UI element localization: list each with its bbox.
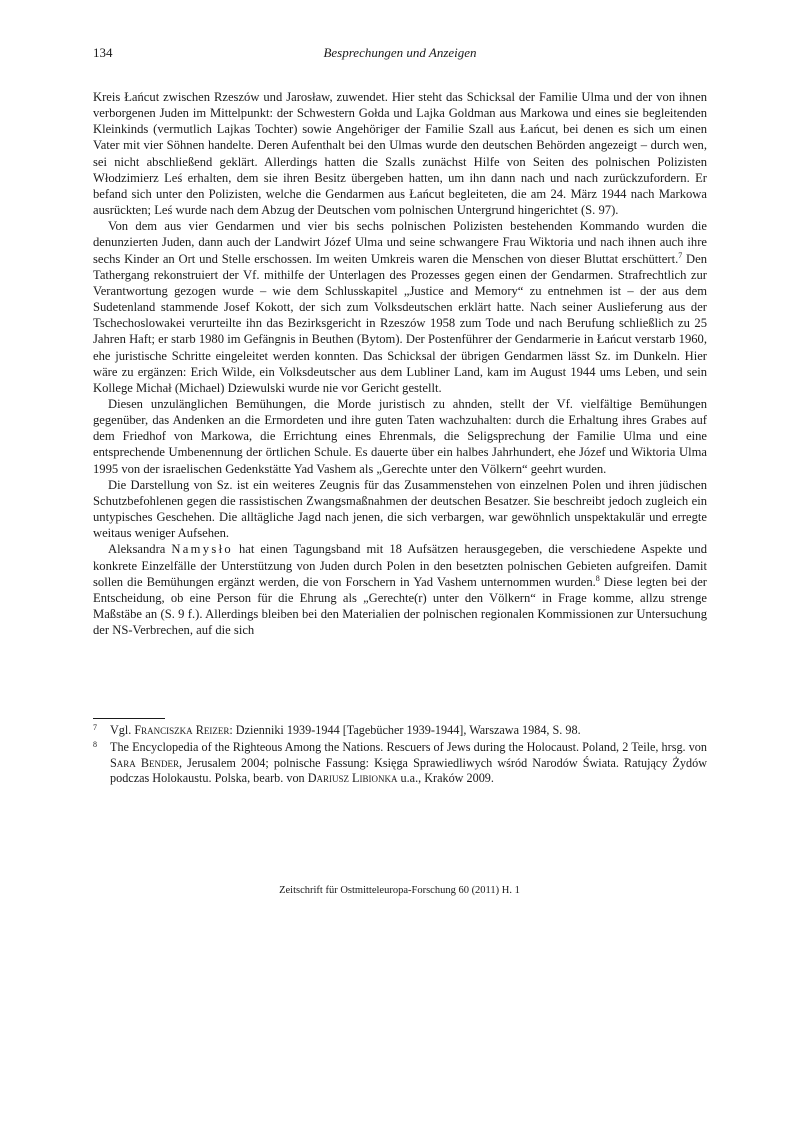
journal-footer: Zeitschrift für Ostmitteleuropa-Forschung 60 (2011) H. 1 xyxy=(279,885,520,896)
footnote xyxy=(93,740,707,786)
paragraph xyxy=(93,89,707,218)
footnote-text: The Encyclopedia of the Righteous Among the Nations. Rescuers of Jews during the Holocaust. Poland, 2 Teile, hrsg. von xyxy=(110,740,707,755)
paragraph xyxy=(93,541,707,638)
paragraph xyxy=(93,477,707,542)
paragraph-text: Von dem aus vier Gendarmen und vier bis sechs polnischen Polizisten bestehenden Kommando wurden die denunzierten Juden, dann auch der Landwirt Józef Ulma und seine schwangere Frau Wiktoria und nach ihnen auch ihre sechs Kinder an Ort und Stelle erschossen. Im weiten Umkreis waren die Menschen von dieser Bluttat erschüttert. xyxy=(93,219,707,266)
footnote-number: 7 xyxy=(93,723,97,732)
footnote-text: Vgl. xyxy=(110,723,135,737)
footnote-text: u.a., Kraków 2009. xyxy=(397,771,494,786)
author-surname: Namysło xyxy=(171,542,233,557)
paragraph-text: hat einen Tagungsband mit 18 Aufsätzen herausgegeben, die verschiedene Aspekte und konkrete Einzelfälle der Unterstützung von Juden durch Polen in den besetzten polnischen Gebieten aufgreifen. Damit sollen die Bemühungen ergänzt werden, die von Forschern in Yad Vashem unternommen wurden. xyxy=(93,542,707,589)
footnote-text: : Dzienniki 1939-1944 [Tagebücher 1939-1944], Warszawa 1984, S. 98. xyxy=(229,723,581,737)
footnote-author: Franciszka Reizer xyxy=(134,723,230,737)
running-header xyxy=(93,45,707,63)
paragraph-text: Diese legten bei der Entscheidung, ob eine Person für die Ehrung als „Gerechte(r) unter den Völkern“ in Frage komme, allzu strenge Maßstäbe an (S. 9 f.). Allerdings bleiben bei den Materialien der polnischen regionalen Kommissionen zur Untersuchung der NS-Verbrechen, auf die sich xyxy=(93,574,707,638)
paragraph xyxy=(93,218,707,396)
paragraph-text: Diesen unzulänglichen Bemühungen, die Morde juristisch zu ahnden, stellt der Vf. vielfältige Bemühungen gegenüber, das Andenken an die Ermordeten und ihre guten Taten wachzuhalten: durch die Erhaltung ihres Grabes auf dem Friedhof von Markowa, die Errichtung eines Ehrenmals, die Seligsprechung der Familie Ulma und eine entsprechende Umbenennung der örtlichen Schule. Es dauerte über ein halbes Jahrhundert, ehe Józef und Wiktoria Ulma 1995 von der israelischen Gedenkstätte Yad Vashem als „Gerechte unter den Völkern“ geehrt wurden. xyxy=(93,396,707,476)
paragraph-text: Die Darstellung von Sz. ist ein weiteres Zeugnis für das Zusammenstehen von einzelnen Polen und ihren jüdischen Schutzbefohlenen gegen die rassistischen Zwangsmaßnahmen der deutschen Besatzer. Sie beschreibt jedoch zugleich ein untypisches Geschehen. Die alltägliche Jagd nach jenen, die sich verbargen, war gewöhnlich unspektakulär und erregte weitaus weniger Aufsehen. xyxy=(93,477,707,541)
running-title: Besprechungen und Anzeigen xyxy=(323,45,477,60)
footnote-ref[interactable]: 8 xyxy=(595,573,600,583)
footnote-separator xyxy=(93,718,165,719)
footnote-ref[interactable]: 7 xyxy=(678,250,683,260)
footnote-number: 8 xyxy=(93,740,97,750)
footnote-author: Dariusz Libionka xyxy=(307,771,398,786)
paragraph-text: Den Tathergang rekonstruiert der Vf. mithilfe der Unterlagen des Prozesses gegen einen der Gendarmen. Strafrechtlich zur Verantwortung gezogen wurde – wie dem Schlusskapitel „Justice and Memory“ zu entnehmen ist – der aus dem Sudetenland stammende Josef Kokott, der sich zum Volksdeutschen erklärt hatte. Nach seiner Auslieferung aus der Tschechoslowakei verurteilte ihn das Bezirksgericht in Rzeszów 1958 zum Tode und nach Berufung schließlich zu 25 Jahren Haft; er starb 1980 im Gefängnis in Beuthen (Bytom). Der Postenführer der Gendarmerie in Łańcut verstarb 1960, ehe juristische Schritte eingeleitet werden konnten. Das Schicksal der übrigen Gendarmen lässt Sz. im Dunkeln. Hier wäre zu ergänzen: Erich Wilde, ein Volksdeutscher aus dem Lubliner Land, kam im August 1944 ums Leben, und sein Kollege Michał (Michael) Dziewulski wurde nie vor Gericht gestellt. xyxy=(93,251,707,395)
footnotes xyxy=(93,723,707,789)
author-first-name: Aleksandra xyxy=(108,542,172,557)
page-number: 134 xyxy=(93,45,113,60)
footnote xyxy=(93,723,707,738)
main-text xyxy=(93,89,707,638)
footnote-author: Sara Bender xyxy=(110,755,180,770)
paragraph xyxy=(93,396,707,477)
paragraph-text: Kreis Łańcut zwischen Rzeszów und Jarosław, zuwendet. Hier steht das Schicksal der Familie Ulma und der von ihnen verborgenen Juden im Mittelpunkt: der Schwestern Gołda und Lajka Goldman aus Markowa und eines sie begleitenden Kleinkinds (vermutlich Lajkas Tochter) sowie Angehöriger der Familie Szall aus Łańcut, bei denen es sich um einen Vater mit vier Söhnen handelte. Deren Aufenthalt bei den Ulmas wurde den deutschen Behörden angezeigt – durch wen, sei nicht abschließend geklärt. Allerdings hatten die Szalls zunächst Hilfe von Seiten des polnischen Polizisten Włodzimierz Leś erhalten, dem sie ihren Besitz übergeben hatten, um ihn dann nach und nach zurückzufordern. Er befand sich unter den Polizisten, welche die Gendarmen aus Łańcut begleiteten, die am 24. März 1944 nach Markowa ausrückten; Leś wurde nach dem Abzug der Deutschen vom polnischen Untergrund hingerichtet (S. 97). xyxy=(93,90,707,218)
footnote-text: , Jerusalem 2004; polnische Fassung: Księga Sprawiedliwych wśród Narodów Świata. Ratujący Żydów podczas Holokaustu. Polska, bearb. von xyxy=(110,755,707,786)
